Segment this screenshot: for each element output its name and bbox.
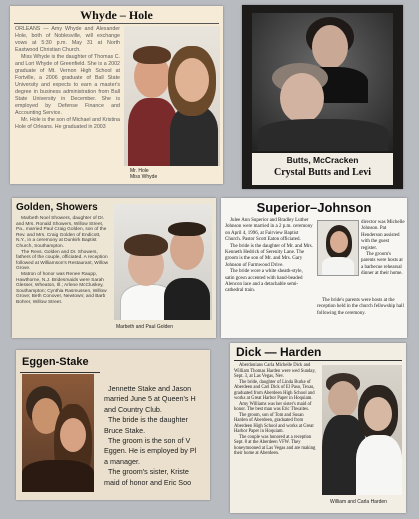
text-line: Jennette Stake and Jason [108, 384, 192, 393]
clipping-title: Eggen-Stake [22, 356, 89, 368]
paragraph: The groom, son of Tom and Susan Harden of Aberdeen, graduated from Aberdeen High School and works at Great Harbor Paper in Hoquiam. [234, 412, 314, 434]
article-text [317, 298, 405, 317]
paragraph: Marbeth Noel Showers, daughter of Dr. and Mrs. Ronald Showers, Willow Street, Pa., married Paul Craig Golden, son of the Rev. and Mrs. Craig Golden of Endicott, N.Y., in a ceremony at Dunkirk Baptist Church, Southampton. [16, 216, 107, 249]
clipping-dick-harden [230, 343, 406, 513]
paragraph: Amy Williams was her sister's maid of honor. The best man was Eric Thwaites. [234, 401, 312, 412]
paragraph: Mr. Hole is the son of Michael and Kristina Hole of Orleans. He graduated in 2003 [15, 117, 120, 130]
article-text [16, 216, 110, 306]
clipping-title: Superior–Johnson [256, 200, 372, 215]
text-line: a manager. [104, 456, 140, 466]
text-line: maid of honor and Eric Soo [104, 477, 192, 487]
couple-photo [22, 374, 94, 492]
clipping-golden-showers [12, 198, 216, 338]
text-line: The groom is the son of V [108, 436, 191, 446]
clipping-title: Dick — Harden [236, 345, 322, 359]
text-line: and Country Club. [104, 404, 162, 414]
paragraph: The couple was honored at a reception Sept. 8 at the Aberdeen VFW. They honeymooned at Las Vegas and are making their home at Aberdeen. [234, 434, 316, 456]
couple-photo [252, 13, 393, 151]
clipping-title: Whyde – Hole [80, 8, 153, 22]
paragraph: The bride wore a white sheath-style, satin gown accented with hand-beaded Alencon lace and a detachable semi-cathedral train. [225, 269, 303, 294]
title-rule [14, 23, 219, 24]
paragraph: Julee Ann Superior and Bradley Luther Johnson were married in a 2 p.m. ceremony on April 4, 1996, at Fairview Baptist Church. Pastor Scott Eaton officiated. [225, 218, 313, 243]
text-line: Eggen. He is employed by Pl [104, 446, 197, 456]
clipping-eggen-stake [16, 350, 210, 500]
article-text [15, 26, 120, 131]
couple-photo [124, 26, 220, 166]
article-text [234, 363, 318, 457]
paragraph: Matron of honor was Renee Raupp, Hawthorne, N.J. Bridesmaids were Sarah Glesser, Wheaton, Ill.; Arlene McCluskey, Southampton; Cynthia Rasmussen, Willow Grove; Beth Conover, Newtown; and Barb Bohrer, Willow Street. [16, 271, 107, 305]
article-text-column [361, 220, 405, 278]
clipping-title: Butts, McCracken [286, 155, 359, 165]
photo-caption: Mr. Hole Miss Whyde [130, 168, 158, 180]
paragraph: ORLEANS — Amy Whyde and Alexander Hole, both of Noblesville, will exchange vows at 5:30 p.m. May 31 at North Eastwood Christian Church. [15, 26, 120, 53]
paragraph: Aberdonians Carla Michelle Dick and William Thomas Harden were wed Sunday, Sept. 3, at Las Vegas, Nev. [234, 363, 316, 379]
title-rule [20, 372, 100, 373]
paragraph: The bride, daughter of Linda Burke of Aberdeen and Carl Dick of El Paso, Texas, graduated from Aberdeen High School and works at Great Harbor Paper in Hoquiam. [234, 379, 315, 401]
clipping-whyde-hole [10, 6, 223, 184]
paragraph: director was Michelle Johnson. Pat Henderson assisted with the guest register. [361, 220, 405, 251]
photo-caption: William and Carla Harden [330, 499, 387, 505]
text-line: The bride is the daughter [108, 415, 188, 425]
bride-photo [317, 220, 359, 276]
paragraph: The groom's parents were hosts at a barbecue rehearsal dinner at their home. [361, 252, 403, 277]
paragraph: The Revs. Golden and Dr. Showers, fathers of the couple, officiated. A reception followed at Williamson's Restaurant, Willow Grove. [16, 249, 109, 272]
clipping-butts-mccracken [242, 5, 403, 189]
couple-photo [322, 365, 402, 495]
text-line: The groom's sister, Kriste [108, 467, 189, 477]
clipping-subtitle: Crystal Butts and Levi [274, 167, 371, 178]
article-text-column [225, 218, 313, 295]
paragraph: The bride is the daughter of Mr. and Mrs. Kenneth Hedrick of Serenity Lane. The groom is the son of Mr. and Mrs. Gary Johnson of Farmwood Drive. [225, 243, 313, 268]
text-line: Bruce Stake. [104, 425, 146, 435]
couple-photo [114, 204, 212, 320]
clipping-superior-johnson [221, 198, 407, 338]
title-rule [234, 360, 402, 361]
text-line: married June 5 at Queen's H [104, 394, 196, 404]
paragraph: Miss Whyde is the daughter of Thomas C. and Lori Whyde of Greenfield. She is a 2002 graduate of Mt. Vernon High School at Fortville, a 2006 graduate of Ball State University and expects to earn a master's degree in business administration from Ball State University in December. She is employed by Defense Finance and Accounting Service. [15, 54, 120, 116]
article-text [104, 384, 208, 488]
paragraph: The bride's parents were hosts at the reception held in the church fellowship hall following the ceremony. [317, 298, 404, 316]
clipping-title: Golden, Showers [16, 202, 98, 213]
photo-caption: Marbeth and Paul Golden [116, 324, 173, 330]
